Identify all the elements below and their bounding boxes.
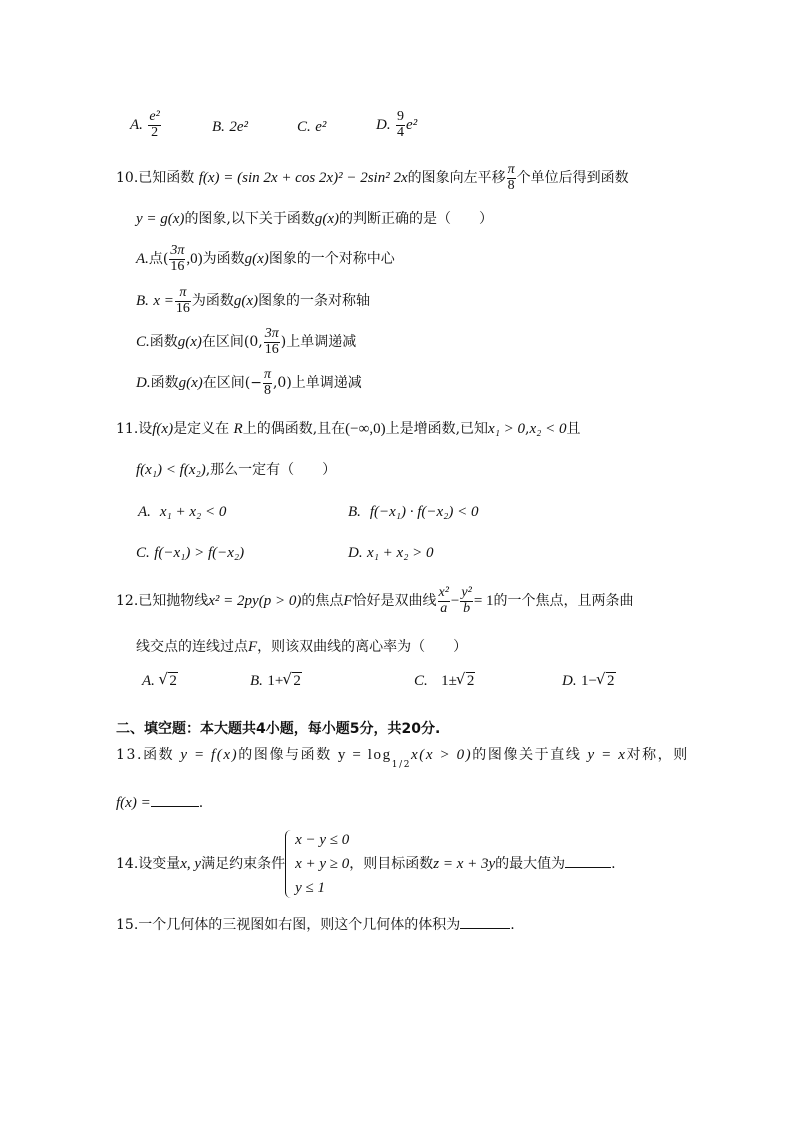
q10-line-2: y = g(x)的图象,以下关于函数g(x)的判断正确的是（ ） xyxy=(136,211,494,227)
q9-option-d: D. $\frac{9}{4}$ e² xyxy=(376,109,418,140)
sqrt-symbol: √ 2 xyxy=(597,674,616,689)
constraint-system: x − y ≤ 0 x + y ≥ 0 y ≤ 1 xyxy=(285,828,349,900)
q9-option-a-fraction: $\frac{\text{e²}}{2}$ xyxy=(149,109,160,140)
q12-hyperbola-x-fraction: $\frac{\text{x²}}{a}$ xyxy=(438,585,449,616)
q13-answer-blank[interactable] xyxy=(151,794,199,807)
q15-line: 15.一个几何体的三视图如右图，则这个几何体的体积为 . xyxy=(116,917,515,933)
q10-option-c: C.函数g(x)在区间(0, $\frac{3\pi}{16}$ )上单调递减 xyxy=(136,326,357,357)
q12-option-c: C. 1±√ 2 xyxy=(414,674,475,689)
section-title: 二、填空题：本大题共4小题，每小题5分，共20分. xyxy=(116,721,441,737)
question-number: 14. xyxy=(116,856,139,872)
q9-option-a-label: A. xyxy=(130,117,143,134)
question-number: 15. xyxy=(116,917,139,933)
q12-hyperbola-y-fraction: $\frac{\text{y²}}{b}$ xyxy=(461,585,472,616)
q9-option-b: B. 2e² xyxy=(212,119,249,135)
q11-option-b: B. f(−x₁) · f(−x₂) < 0 xyxy=(348,504,479,520)
sqrt-symbol: √ 2 xyxy=(457,674,476,689)
q12-option-b: B. 1+√ 2 xyxy=(250,674,302,689)
question-number: 11. xyxy=(116,421,139,437)
q13-line-2: f(x) = . xyxy=(116,795,204,811)
q10-line-1: 10.已知函数 f(x) = (sin 2x + cos 2x)² − 2sin² 2x的图象向左平移 $\frac{\pi}{8}$ 个单位后得到函数 xyxy=(116,162,629,193)
q9-option-c: C. e² xyxy=(297,119,327,135)
q11-line-1: 11.设f(x)是定义在 R上的偶函数,且在(−∞,0)上是增函数,已知x₁ > 0,x₂ < 0且 xyxy=(116,421,581,437)
sqrt-symbol: √ 2 xyxy=(159,674,178,689)
q14-answer-blank[interactable] xyxy=(565,855,611,868)
q12-line-1: 12.已知抛物线x² = 2py(p > 0)的焦点F恰好是双曲线 $\frac{\text{x²}}{a}$ − $\frac{\text{y²}}{b}$ = 1的一个焦点，且两条曲 xyxy=(116,585,634,616)
q14-line: 14.设变量x, y满足约束条件 x − y ≤ 0 x + y ≥ 0 y ≤ 1 ，则目标函数z = x + 3y的最大值为 . xyxy=(116,828,616,900)
q9-options xyxy=(130,110,162,140)
q10-function: f(x) = (sin 2x + cos 2x)² − 2sin² 2x xyxy=(198,170,408,187)
q11-line-2: f(x₁) < f(x₂),那么一定有（ ） xyxy=(136,462,337,478)
sqrt-symbol: √ 2 xyxy=(283,674,302,689)
q15-answer-blank[interactable] xyxy=(460,916,510,929)
q10-option-d: D.函数g(x)在区间(− $\frac{\pi}{8}$ ,0)上单调递减 xyxy=(136,367,362,398)
q13-line-1: 13.函数 y = f(x)的图像与函数 $y = \log_{1/2}x(x > 0)$的图像关于直线 y = x对称，则 xyxy=(116,747,689,770)
question-number: 12. xyxy=(116,593,139,610)
q9-option-d-fraction: $\frac{9}{4}$ xyxy=(397,109,405,140)
q12-option-a: A. √ 2 xyxy=(142,674,178,689)
q11-option-d: D. x₁ + x₂ > 0 xyxy=(348,545,434,561)
question-number: 10. xyxy=(116,170,139,187)
q11-option-c: C. f(−x₁) > f(−x₂) xyxy=(136,545,245,561)
q10-option-a: A.点( $\frac{3\pi}{16}$ ,0)为函数g(x)图象的一个对称中心 xyxy=(136,243,395,274)
q11-option-a: A. x₁ + x₂ < 0 xyxy=(138,504,227,520)
q10-shift-fraction: $\frac{\pi}{8}$ xyxy=(507,162,515,193)
q12-option-d: D. 1−√ 2 xyxy=(562,674,616,689)
q12-line-2: 线交点的连线过点F，则该双曲线的离心率为（ ） xyxy=(136,639,468,655)
question-number: 13. xyxy=(116,747,144,763)
q10-option-b: B. x = $\frac{\pi}{16}$ 为函数g(x)图象的一条对称轴 xyxy=(136,285,371,316)
brace-icon xyxy=(285,830,292,898)
